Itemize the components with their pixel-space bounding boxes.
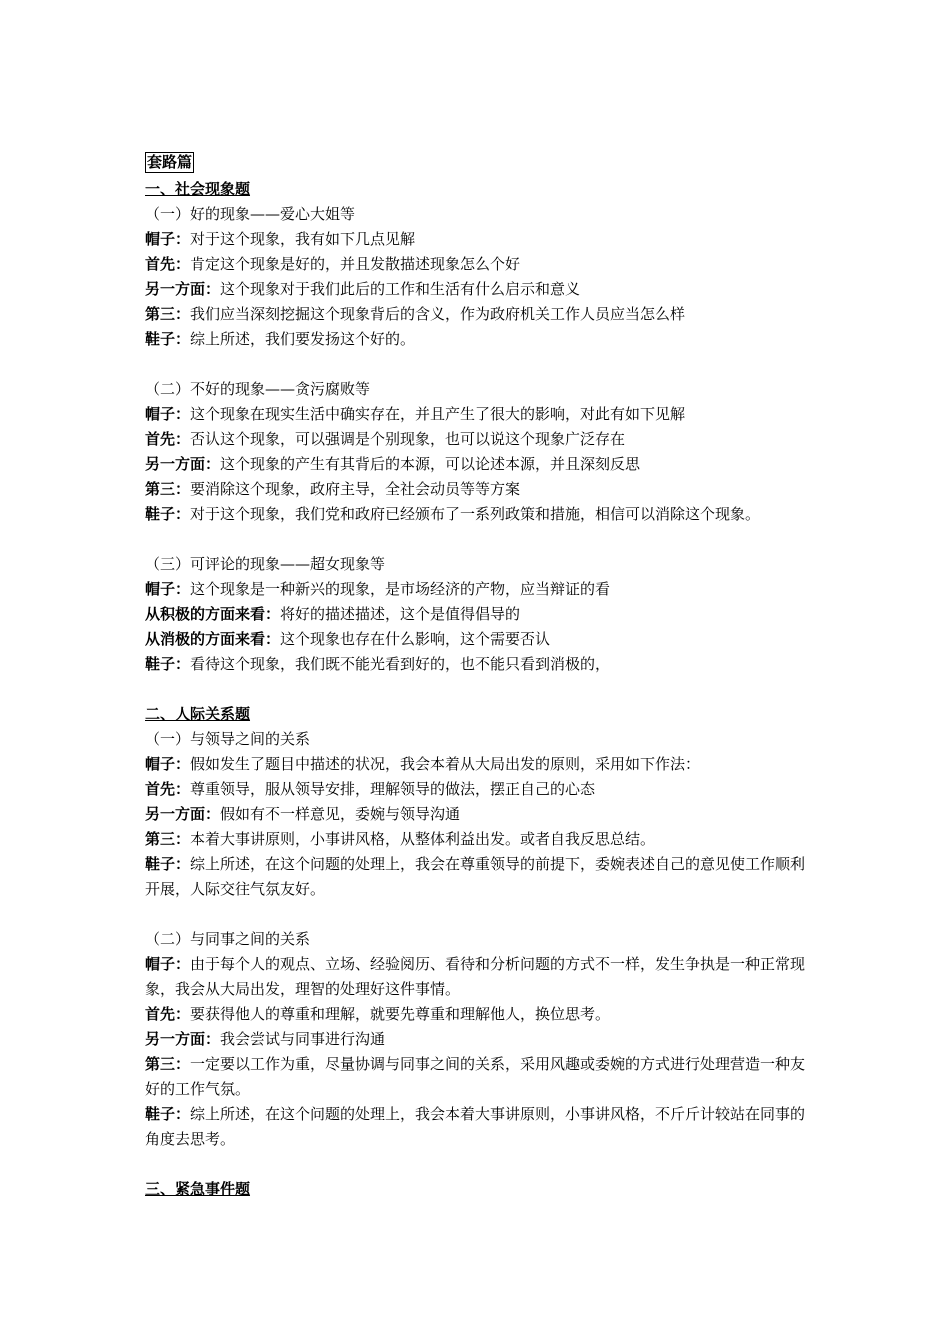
section-heading: 一、社会现象题: [145, 180, 251, 198]
paragraph-line: [145, 777, 815, 802]
paragraph-label: 帽子：: [145, 405, 191, 423]
paragraph-label: 另一方面：: [145, 455, 221, 473]
paragraph-label: 首先：: [145, 780, 191, 798]
paragraph-text: 由于每个人的观点、立场、经验阅历、看待和分析问题的方式不一样，发生争执是一种正常现象，我会从大局出发，理智的处理好这件事情。: [145, 955, 806, 998]
paragraph-text: 看待这个现象，我们既不能光看到好的，也不能只看到消极的，: [190, 655, 611, 673]
subsection-title: （一）好的现象——爱心大姐等: [145, 205, 356, 223]
paragraph-text: 我们应当深刻挖掘这个现象背后的含义，作为政府机关工作人员应当怎么样: [190, 305, 686, 323]
paragraph-label: 鞋子：: [145, 1105, 191, 1123]
paragraph-line: [145, 652, 815, 677]
paragraph-text: 我会尝试与同事进行沟通: [220, 1030, 386, 1048]
paragraph-text: 这个现象在现实生活中确实存在，并且产生了很大的影响，对此有如下见解: [190, 405, 686, 423]
paragraph-text: 这个现象对于我们此后的工作和生活有什么启示和意义: [220, 280, 581, 298]
paragraph-line: [145, 802, 815, 827]
paragraph-label: 鞋子：: [145, 505, 191, 523]
doc-title: 套路篇: [147, 153, 193, 171]
paragraph-text: 要获得他人的尊重和理解，就要先尊重和理解他人，换位思考。: [190, 1005, 611, 1023]
paragraph-text: 这个现象是一种新兴的现象，是市场经济的产物，应当辩证的看: [190, 580, 611, 598]
paragraph-label: 帽子：: [145, 580, 191, 598]
doc-content: [145, 177, 815, 1202]
paragraph-label: 鞋子：: [145, 855, 191, 873]
paragraph-text: 一定要以工作为重，尽量协调与同事之间的关系，采用风趣或委婉的方式进行处理营造一种友好的工作气氛。: [145, 1055, 806, 1098]
paragraph-line: [145, 302, 815, 327]
paragraph-label: 首先：: [145, 1005, 191, 1023]
paragraph-line: [145, 452, 815, 477]
paragraph-label: 鞋子：: [145, 330, 191, 348]
paragraph-line: [145, 227, 815, 252]
paragraph-line: [145, 402, 815, 427]
paragraph-text: 对于这个现象，我们党和政府已经颁布了一系列政策和措施，相信可以消除这个现象。: [190, 505, 761, 523]
paragraph-label: 另一方面：: [145, 280, 221, 298]
paragraph-label: 第三：: [145, 480, 191, 498]
paragraph-line: [145, 1002, 815, 1027]
paragraph-line: [145, 252, 815, 277]
paragraph-label: 首先：: [145, 430, 191, 448]
paragraph-text: 假如有不一样意见，委婉与领导沟通: [220, 805, 461, 823]
paragraph-label: 另一方面：: [145, 805, 221, 823]
paragraph-label: 从积极的方面来看：: [145, 605, 281, 623]
paragraph-label: 帽子：: [145, 230, 191, 248]
paragraph-line: [145, 277, 815, 302]
paragraph-text: 对于这个现象，我有如下几点见解: [190, 230, 416, 248]
paragraph-label: 帽子：: [145, 755, 191, 773]
section-heading: 二、人际关系题: [145, 705, 251, 723]
paragraph-text: 尊重领导，服从领导安排，理解领导的做法，摆正自己的心态: [190, 780, 596, 798]
paragraph-line: [145, 1102, 815, 1152]
paragraph-text: 本着大事讲原则，小事讲风格，从整体利益出发。或者自我反思总结。: [190, 830, 656, 848]
paragraph-text: 要消除这个现象，政府主导，全社会动员等等方案: [190, 480, 521, 498]
subsection-gap: [145, 902, 815, 927]
paragraph-text: 综上所述，我们要发扬这个好的。: [190, 330, 416, 348]
paragraph-text: 假如发生了题目中描述的状况，我会本着从大局出发的原则，采用如下作法：: [190, 755, 701, 773]
section-heading: 三、紧急事件题: [145, 1180, 251, 1198]
paragraph-line: [145, 602, 815, 627]
subsection-title: （三）可评论的现象——超女现象等: [145, 555, 386, 573]
paragraph-label: 帽子：: [145, 955, 191, 973]
paragraph-label: 鞋子：: [145, 655, 191, 673]
paragraph-text: 这个现象也存在什么影响，这个需要否认: [280, 630, 551, 648]
paragraph-line: [145, 477, 815, 502]
paragraph-line: [145, 577, 815, 602]
paragraph-label: 第三：: [145, 305, 191, 323]
document-page: [145, 150, 815, 1202]
paragraph-line: [145, 752, 815, 777]
subsection-title: （一）与领导之间的关系: [145, 730, 311, 748]
paragraph-label: 从消极的方面来看：: [145, 630, 281, 648]
paragraph-line: [145, 827, 815, 852]
paragraph-line: [145, 427, 815, 452]
subsection-gap: [145, 352, 815, 377]
paragraph-label: 首先：: [145, 255, 191, 273]
paragraph-line: [145, 627, 815, 652]
section-gap: [145, 1152, 815, 1177]
paragraph-line: [145, 327, 815, 352]
paragraph-label: 第三：: [145, 1055, 191, 1073]
subsection-title: （二）不好的现象——贪污腐败等: [145, 380, 371, 398]
paragraph-line: [145, 1052, 815, 1102]
paragraph-line: [145, 852, 815, 902]
paragraph-text: 综上所述，在这个问题的处理上，我会在尊重领导的前提下，委婉表述自己的意见使工作顺利开展，人际交往气氛友好。: [145, 855, 806, 898]
paragraph-label: 第三：: [145, 830, 191, 848]
paragraph-line: [145, 1027, 815, 1052]
paragraph-line: [145, 952, 815, 1002]
paragraph-text: 这个现象的产生有其背后的本源，可以论述本源，并且深刻反思: [220, 455, 641, 473]
paragraph-text: 将好的描述描述，这个是值得倡导的: [280, 605, 521, 623]
paragraph-text: 综上所述，在这个问题的处理上，我会本着大事讲原则，小事讲风格，不斤斤计较站在同事的角度去思考。: [145, 1105, 806, 1148]
section-gap: [145, 677, 815, 702]
subsection-gap: [145, 527, 815, 552]
subsection-title: （二）与同事之间的关系: [145, 930, 311, 948]
paragraph-line: [145, 502, 815, 527]
paragraph-text: 否认这个现象，可以强调是个别现象，也可以说这个现象广泛存在: [190, 430, 626, 448]
paragraph-label: 另一方面：: [145, 1030, 221, 1048]
paragraph-text: 肯定这个现象是好的，并且发散描述现象怎么个好: [190, 255, 521, 273]
